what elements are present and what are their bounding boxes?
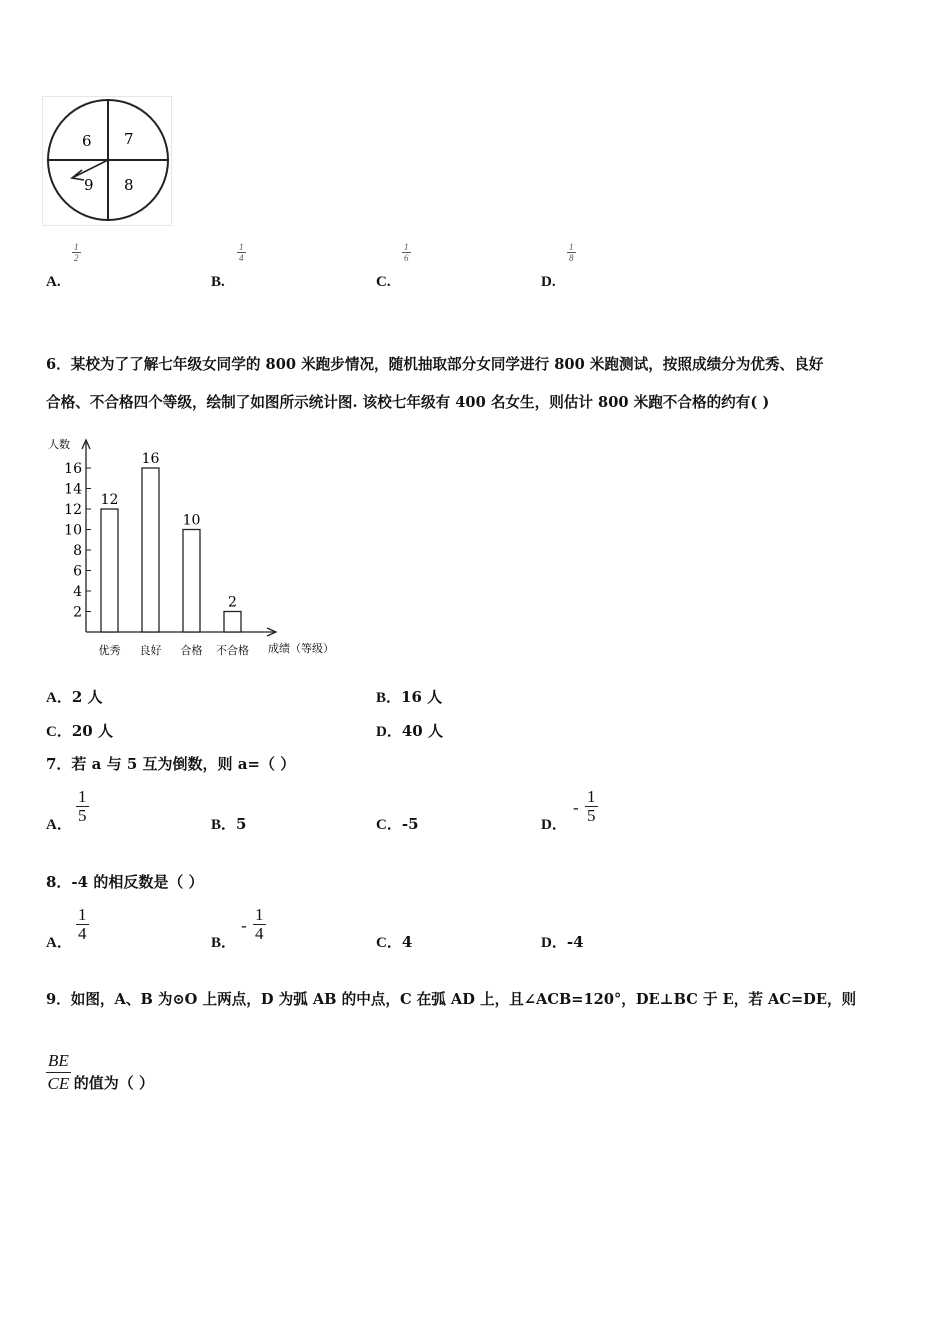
y-tick-label: 4 (73, 584, 82, 600)
q5-option-b-fraction: $\frac{1}{4}$ (239, 242, 244, 263)
q5-option-a-letter: A. (46, 274, 61, 290)
q6-option-b-letter: B． (376, 690, 402, 706)
bar (224, 612, 241, 633)
q8-option-a-fraction: $\frac{1}{4}$ (78, 905, 87, 943)
q9-stem: 9．如图，A、B 为⊙O 上两点，D 为弧 AB 的中点，C 在弧 AD 上，且∠ACB=120°，DE⊥BC 于 E，若 AC=DE，则 (46, 991, 857, 1008)
spinner-figure (42, 96, 172, 226)
x-category-label: 良好 (139, 644, 162, 657)
q8-option-c[interactable] (376, 931, 412, 952)
spinner-label-8: 8 (124, 176, 134, 194)
q9-ratio-line (46, 1050, 154, 1095)
bar (142, 468, 159, 632)
q5-option-c-fraction: $\frac{1}{6}$ (404, 242, 409, 263)
bar-chart (40, 430, 360, 670)
q7-option-d-fraction: $\frac{1}{5}$ (587, 787, 596, 825)
q6-option-c-letter: C． (46, 724, 72, 740)
q9-tail: 的值为（ ） (73, 1073, 155, 1092)
q7-option-a-fraction: $\frac{1}{5}$ (78, 787, 87, 825)
q6-option-d-letter: D． (376, 724, 402, 740)
x-category-label: 不合格 (216, 644, 249, 657)
q5-option-a-fraction: $\frac{1}{2}$ (74, 242, 79, 263)
q7-option-c-letter: C． (376, 817, 402, 833)
q6-option-c[interactable] (46, 720, 113, 741)
q7-option-b-letter: B． (211, 817, 237, 833)
x-axis-label: 成绩（等级） (268, 642, 334, 655)
q6-option-d[interactable] (376, 720, 443, 741)
q7-option-d-letter: D． (541, 817, 567, 833)
q8-option-b-letter: B． (211, 935, 237, 951)
q8-option-c-letter: C． (376, 935, 402, 951)
q6-option-d-text: 40 人 (401, 722, 443, 740)
q8-option-b-minus: - (241, 916, 247, 935)
q5-option-d-fraction: $\frac{1}{8}$ (569, 242, 574, 263)
q7-option-b[interactable] (211, 813, 246, 834)
y-axis-label: 人数 (48, 438, 70, 451)
q6-option-b-text: 16 人 (401, 688, 443, 706)
q9-ratio-fraction: $\frac{BE}{CE}$ (47, 1051, 70, 1093)
q7-stem: 7．若 a 与 5 互为倒数，则 a=（ ） (46, 755, 296, 773)
bar (101, 509, 118, 632)
q5-option-d-letter: D. (541, 274, 556, 290)
q6-option-a-text: 2 人 (71, 688, 103, 706)
q5-option-b-letter: B. (211, 274, 225, 290)
q5-option-c-letter: C. (376, 274, 391, 290)
q7-option-a-letter: A． (46, 817, 72, 833)
bar-data-label: 10 (182, 512, 201, 529)
q8-option-a-letter: A． (46, 935, 72, 951)
q7-option-c[interactable] (376, 813, 419, 834)
q8-option-c-text: 4 (401, 933, 413, 951)
y-tick-label: 2 (73, 604, 82, 621)
q6-option-a[interactable] (46, 686, 103, 707)
bar-data-label: 16 (141, 451, 160, 467)
q7-option-d-minus: - (573, 798, 579, 817)
bar-data-label: 2 (228, 594, 237, 611)
q8-option-b-fraction: $\frac{1}{4}$ (255, 905, 264, 943)
q7-option-b-text: 5 (236, 815, 247, 833)
x-category-label: 优秀 (98, 644, 121, 657)
q6-option-c-text: 20 人 (71, 722, 113, 740)
bar (183, 530, 200, 633)
y-tick-label: 10 (64, 522, 82, 539)
q8-option-d[interactable] (541, 931, 584, 952)
q8-stem: 8．-4 的相反数是（ ） (46, 873, 204, 891)
q6-option-b[interactable] (376, 686, 442, 707)
q6-stem-line2: 合格、不合格四个等级，绘制了如图所示统计图. 该校七年级有 400 名女生，则估计 800 米跑不合格的约有( ) (46, 394, 770, 411)
q6-option-a-letter: A． (46, 690, 72, 706)
q8-option-d-letter: D． (541, 935, 567, 951)
spinner-label-6: 6 (82, 132, 92, 150)
q6-stem-line1: 6．某校为了了解七年级女同学的 800 米跑步情况，随机抽取部分女同学进行 800 米跑测试，按照成绩分为优秀、良好 (46, 356, 824, 373)
x-category-label: 合格 (180, 644, 203, 657)
y-tick-label: 16 (64, 461, 82, 477)
y-tick-label: 8 (73, 543, 82, 559)
q7-option-c-text: -5 (401, 815, 419, 833)
y-tick-label: 6 (73, 563, 82, 580)
spinner-label-7: 7 (124, 130, 134, 148)
q8-option-d-text: -4 (566, 933, 584, 951)
bar-data-label: 12 (100, 492, 119, 508)
y-tick-label: 14 (64, 481, 82, 498)
y-tick-label: 12 (64, 502, 82, 518)
spinner-label-9: 9 (84, 176, 94, 194)
